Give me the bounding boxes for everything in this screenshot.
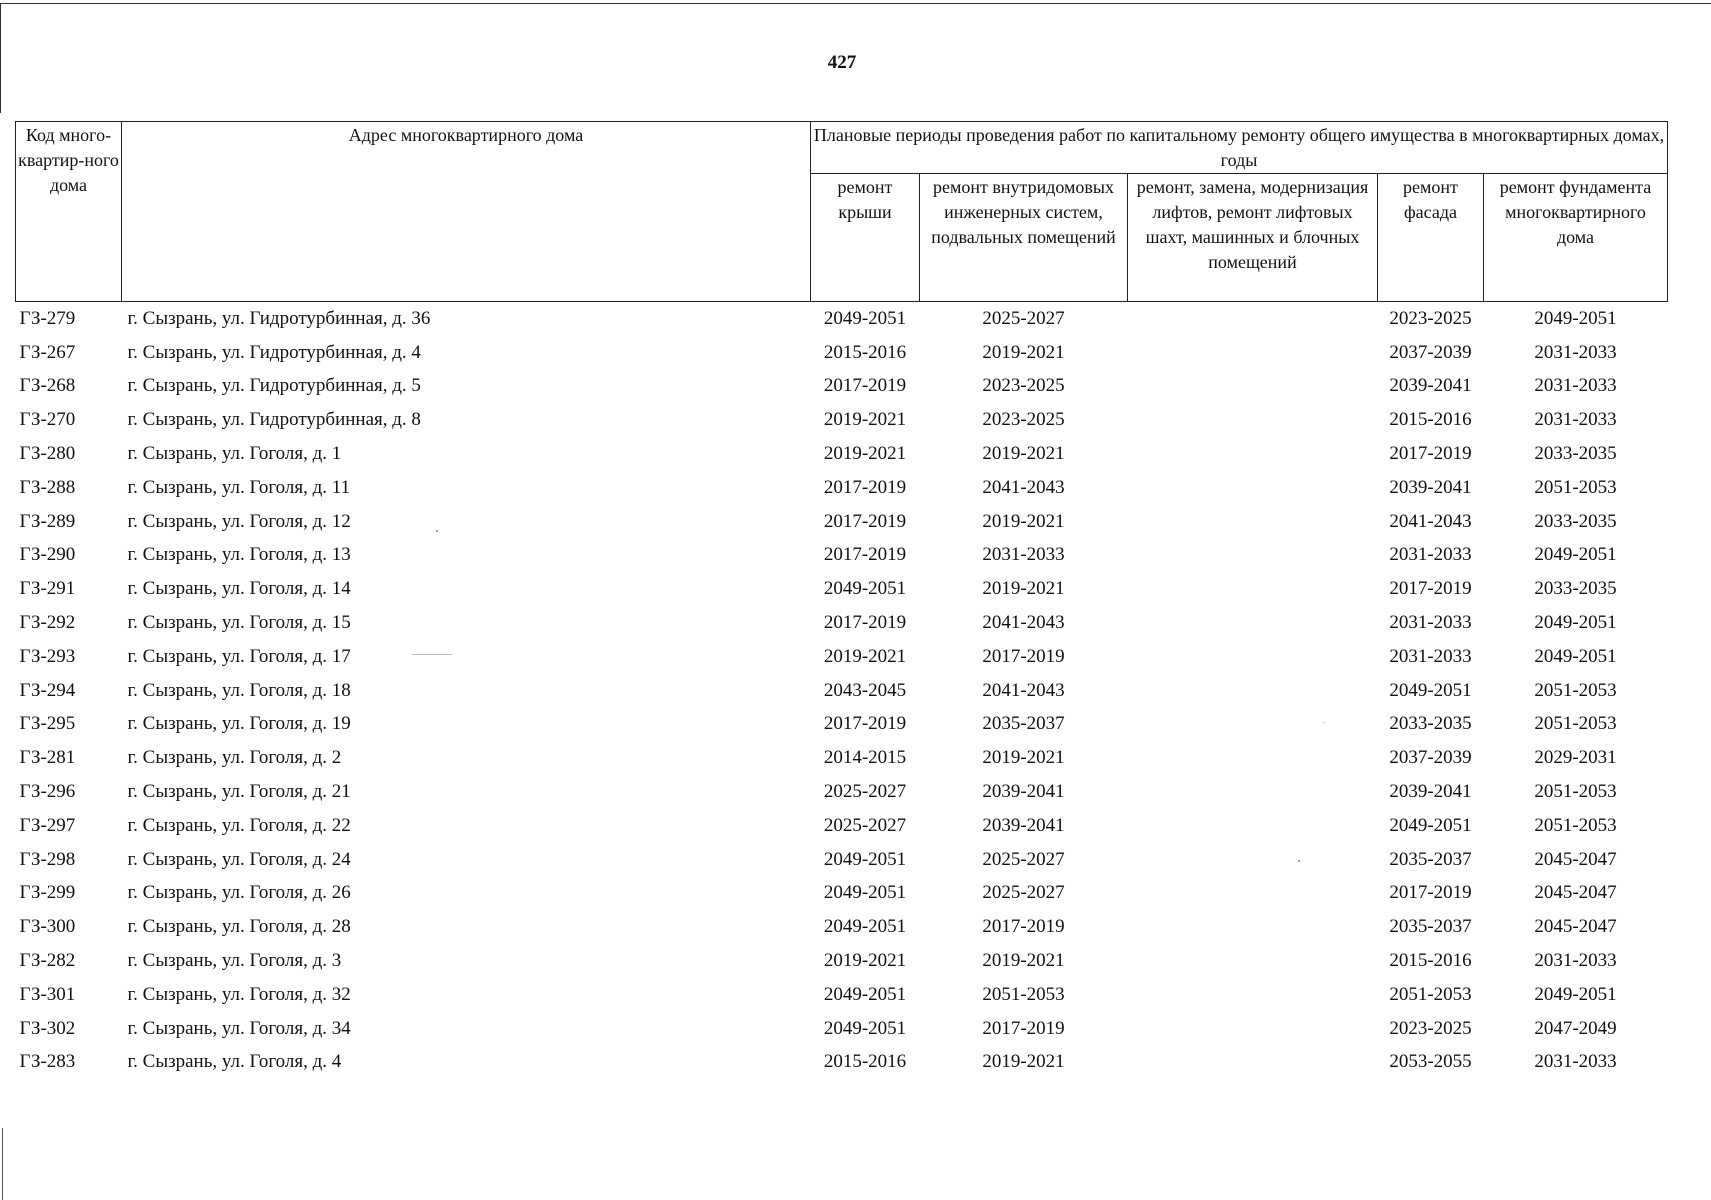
cell-address: г. Сызрань, ул. Гоголя, д. 3 <box>127 950 342 972</box>
cell-facade: 2051-2053 <box>1389 983 1472 1005</box>
cell-engineering: 2041-2043 <box>982 679 1065 701</box>
cell-facade: 2039-2041 <box>1389 781 1472 803</box>
cell-facade: 2031-2033 <box>1389 544 1472 566</box>
cell-code: ГЗ-301 <box>19 983 76 1005</box>
table-row <box>16 471 1668 505</box>
cell-foundation: 2049-2051 <box>1534 983 1617 1005</box>
cell-foundation: 2033-2035 <box>1534 443 1617 465</box>
cell-engineering: 2025-2027 <box>982 307 1065 329</box>
cell-lifts <box>1128 1012 1378 1046</box>
cell-address: г. Сызрань, ул. Гоголя, д. 32 <box>127 983 351 1005</box>
cell-code: ГЗ-281 <box>19 747 76 769</box>
cell-engineering: 2019-2021 <box>982 510 1065 532</box>
cell-lifts <box>1128 708 1378 742</box>
header-periods-group: Плановые периоды проведения работ по капитальному ремонту общего имущества в многоквартирных домах, годы <box>811 122 1668 174</box>
cell-address: г. Сызрань, ул. Гоголя, д. 21 <box>127 781 351 803</box>
cell-roof: 2019-2021 <box>823 645 907 667</box>
cell-lifts <box>1128 877 1378 911</box>
cell-foundation: 2033-2035 <box>1534 510 1617 532</box>
cell-engineering: 2019-2021 <box>982 341 1065 363</box>
cell-roof: 2049-2051 <box>823 1017 907 1039</box>
table-row <box>16 809 1668 843</box>
header-address: Адрес многоквартирного дома <box>122 122 811 302</box>
table-row <box>16 741 1668 775</box>
cell-code: ГЗ-270 <box>19 409 76 431</box>
cell-code: ГЗ-299 <box>19 882 76 904</box>
cell-roof: 2017-2019 <box>823 375 907 397</box>
table-row <box>16 437 1668 471</box>
cell-code: ГЗ-294 <box>19 679 76 701</box>
table-row <box>16 539 1668 573</box>
table-row <box>16 877 1668 911</box>
cell-facade: 2033-2035 <box>1389 713 1472 735</box>
cell-roof: 2049-2051 <box>823 983 907 1005</box>
table-row <box>16 978 1668 1012</box>
table-row <box>16 944 1668 978</box>
cell-address: г. Сызрань, ул. Гоголя, д. 22 <box>127 814 351 836</box>
header-engineering: ремонт внутридомовых инженерных систем, подвальных помещений <box>920 174 1128 302</box>
table-header <box>16 122 1668 302</box>
cell-code: ГЗ-289 <box>19 510 76 532</box>
cell-lifts <box>1128 403 1378 437</box>
cell-foundation: 2029-2031 <box>1534 747 1617 769</box>
table-row <box>16 336 1668 370</box>
cell-engineering: 2031-2033 <box>982 544 1065 566</box>
cell-address: г. Сызрань, ул. Гоголя, д. 24 <box>127 848 351 870</box>
cell-code: ГЗ-267 <box>19 341 76 363</box>
cell-facade: 2039-2041 <box>1389 375 1472 397</box>
cell-code: ГЗ-297 <box>19 814 76 836</box>
header-code: Код много-квартир-ного дома <box>16 122 122 302</box>
cell-facade: 2017-2019 <box>1389 882 1472 904</box>
table-row <box>16 843 1668 877</box>
cell-foundation: 2049-2051 <box>1534 307 1617 329</box>
cell-facade: 2037-2039 <box>1389 341 1472 363</box>
cell-facade: 2049-2051 <box>1389 679 1472 701</box>
cell-lifts <box>1128 471 1378 505</box>
table-row <box>16 640 1668 674</box>
cell-roof: 2017-2019 <box>823 612 907 634</box>
table-row <box>16 708 1668 742</box>
cell-foundation: 2031-2033 <box>1534 950 1617 972</box>
cell-facade: 2035-2037 <box>1389 916 1472 938</box>
cell-address: г. Сызрань, ул. Гоголя, д. 15 <box>127 612 351 634</box>
cell-roof: 2019-2021 <box>823 409 907 431</box>
cell-engineering: 2017-2019 <box>982 1017 1065 1039</box>
cell-roof: 2017-2019 <box>823 544 907 566</box>
cell-roof: 2049-2051 <box>823 916 907 938</box>
cell-facade: 2015-2016 <box>1389 409 1472 431</box>
cell-code: ГЗ-290 <box>19 544 76 566</box>
table-row <box>16 1012 1668 1046</box>
cell-foundation: 2031-2033 <box>1534 375 1617 397</box>
cell-code: ГЗ-282 <box>19 950 76 972</box>
cell-facade: 2017-2019 <box>1389 443 1472 465</box>
cell-roof: 2049-2051 <box>823 307 907 329</box>
cell-engineering: 2019-2021 <box>982 747 1065 769</box>
cell-lifts <box>1128 370 1378 404</box>
cell-address: г. Сызрань, ул. Гидротурбинная, д. 4 <box>127 341 421 363</box>
cell-roof: 2019-2021 <box>823 950 907 972</box>
cell-engineering: 2017-2019 <box>982 645 1065 667</box>
cell-code: ГЗ-302 <box>19 1017 76 1039</box>
cell-code: ГЗ-279 <box>19 307 76 329</box>
header-facade: ремонт фасада <box>1378 174 1484 302</box>
cell-lifts <box>1128 539 1378 573</box>
header-foundation: ремонт фундамента многоквартирного дома <box>1484 174 1668 302</box>
cell-lifts <box>1128 741 1378 775</box>
cell-address: г. Сызрань, ул. Гидротурбинная, д. 5 <box>127 375 421 397</box>
scan-frame-top <box>0 3 1711 4</box>
cell-facade: 2035-2037 <box>1389 848 1472 870</box>
scan-speck <box>1324 722 1325 723</box>
cell-address: г. Сызрань, ул. Гоголя, д. 11 <box>127 476 351 498</box>
cell-roof: 2049-2051 <box>823 882 907 904</box>
cell-address: г. Сызрань, ул. Гоголя, д. 2 <box>127 747 342 769</box>
table-row <box>16 302 1668 336</box>
cell-facade: 2015-2016 <box>1389 950 1472 972</box>
cell-engineering: 2051-2053 <box>982 983 1065 1005</box>
table-body <box>16 302 1668 1080</box>
cell-facade: 2031-2033 <box>1389 645 1472 667</box>
cell-lifts <box>1128 775 1378 809</box>
scan-speck <box>1298 860 1300 862</box>
cell-lifts <box>1128 640 1378 674</box>
cell-foundation: 2051-2053 <box>1534 781 1617 803</box>
cell-code: ГЗ-298 <box>19 848 76 870</box>
cell-address: г. Сызрань, ул. Гоголя, д. 18 <box>127 679 351 701</box>
cell-code: ГЗ-292 <box>19 612 76 634</box>
cell-engineering: 2025-2027 <box>982 848 1065 870</box>
cell-code: ГЗ-268 <box>19 375 76 397</box>
cell-roof: 2049-2051 <box>823 848 907 870</box>
table-row <box>16 505 1668 539</box>
cell-engineering: 2025-2027 <box>982 882 1065 904</box>
cell-code: ГЗ-293 <box>19 645 76 667</box>
cell-address: г. Сызрань, ул. Гоголя, д. 13 <box>127 544 351 566</box>
cell-lifts <box>1128 336 1378 370</box>
cell-foundation: 2031-2033 <box>1534 341 1617 363</box>
cell-lifts <box>1128 437 1378 471</box>
cell-lifts <box>1128 809 1378 843</box>
cell-code: ГЗ-295 <box>19 713 76 735</box>
cell-roof: 2019-2021 <box>823 443 907 465</box>
cell-foundation: 2051-2053 <box>1534 713 1617 735</box>
header-roof: ремонт крыши <box>811 174 920 302</box>
cell-facade: 2037-2039 <box>1389 747 1472 769</box>
cell-roof: 2014-2015 <box>823 747 907 769</box>
cell-facade: 2023-2025 <box>1389 307 1472 329</box>
cell-facade: 2049-2051 <box>1389 814 1472 836</box>
cell-facade: 2023-2025 <box>1389 1017 1472 1039</box>
table-row <box>16 370 1668 404</box>
cell-address: г. Сызрань, ул. Гоголя, д. 12 <box>127 510 351 532</box>
cell-facade: 2041-2043 <box>1389 510 1472 532</box>
cell-foundation: 2031-2033 <box>1534 1051 1617 1073</box>
header-lifts: ремонт, замена, модернизация лифтов, ремонт лифтовых шахт, машинных и блочных помещений <box>1128 174 1378 302</box>
cell-address: г. Сызрань, ул. Гоголя, д. 26 <box>127 882 351 904</box>
cell-foundation: 2049-2051 <box>1534 612 1617 634</box>
table-row <box>16 606 1668 640</box>
cell-address: г. Сызрань, ул. Гидротурбинная, д. 36 <box>127 307 431 329</box>
cell-engineering: 2019-2021 <box>982 578 1065 600</box>
cell-lifts <box>1128 674 1378 708</box>
cell-roof: 2043-2045 <box>823 679 907 701</box>
scan-speck <box>436 530 438 532</box>
cell-foundation: 2045-2047 <box>1534 848 1617 870</box>
cell-address: г. Сызрань, ул. Гоголя, д. 17 <box>127 645 351 667</box>
cell-engineering: 2017-2019 <box>982 916 1065 938</box>
cell-address: г. Сызрань, ул. Гоголя, д. 14 <box>127 578 351 600</box>
cell-facade: 2017-2019 <box>1389 578 1472 600</box>
cell-lifts <box>1128 944 1378 978</box>
cell-engineering: 2039-2041 <box>982 814 1065 836</box>
cell-engineering: 2019-2021 <box>982 443 1065 465</box>
table-row <box>16 572 1668 606</box>
capital-repair-plan-table <box>15 121 1668 1079</box>
cell-code: ГЗ-291 <box>19 578 76 600</box>
header-row-1 <box>16 122 1668 174</box>
cell-foundation: 2049-2051 <box>1534 544 1617 566</box>
cell-roof: 2049-2051 <box>823 578 907 600</box>
cell-address: г. Сызрань, ул. Гоголя, д. 19 <box>127 713 351 735</box>
cell-foundation: 2033-2035 <box>1534 578 1617 600</box>
page-number: 427 <box>827 52 857 73</box>
cell-roof: 2015-2016 <box>823 341 907 363</box>
cell-foundation: 2051-2053 <box>1534 679 1617 701</box>
cell-address: г. Сызрань, ул. Гоголя, д. 1 <box>127 443 342 465</box>
table-row <box>16 674 1668 708</box>
cell-roof: 2015-2016 <box>823 1051 907 1073</box>
cell-lifts <box>1128 1046 1378 1080</box>
cell-foundation: 2045-2047 <box>1534 916 1617 938</box>
cell-engineering: 2023-2025 <box>982 409 1065 431</box>
cell-engineering: 2041-2043 <box>982 476 1065 498</box>
cell-code: ГЗ-283 <box>19 1051 76 1073</box>
cell-facade: 2053-2055 <box>1389 1051 1472 1073</box>
cell-facade: 2039-2041 <box>1389 476 1472 498</box>
cell-engineering: 2019-2021 <box>982 950 1065 972</box>
cell-address: г. Сызрань, ул. Гоголя, д. 34 <box>127 1017 351 1039</box>
cell-foundation: 2051-2053 <box>1534 814 1617 836</box>
cell-engineering: 2019-2021 <box>982 1051 1065 1073</box>
cell-foundation: 2051-2053 <box>1534 476 1617 498</box>
cell-code: ГЗ-300 <box>19 916 76 938</box>
cell-foundation: 2047-2049 <box>1534 1017 1617 1039</box>
cell-address: г. Сызрань, ул. Гоголя, д. 4 <box>127 1051 342 1073</box>
table-row <box>16 775 1668 809</box>
cell-lifts <box>1128 843 1378 877</box>
cell-engineering: 2041-2043 <box>982 612 1065 634</box>
cell-lifts <box>1128 302 1378 336</box>
cell-roof: 2017-2019 <box>823 510 907 532</box>
cell-engineering: 2039-2041 <box>982 781 1065 803</box>
cell-roof: 2025-2027 <box>823 781 907 803</box>
cell-engineering: 2023-2025 <box>982 375 1065 397</box>
scan-speck <box>412 654 452 655</box>
cell-foundation: 2045-2047 <box>1534 882 1617 904</box>
cell-lifts <box>1128 606 1378 640</box>
cell-lifts <box>1128 910 1378 944</box>
table-row <box>16 910 1668 944</box>
cell-address: г. Сызрань, ул. Гоголя, д. 28 <box>127 916 351 938</box>
cell-lifts <box>1128 978 1378 1012</box>
cell-address: г. Сызрань, ул. Гидротурбинная, д. 8 <box>127 409 421 431</box>
cell-foundation: 2049-2051 <box>1534 645 1617 667</box>
cell-roof: 2017-2019 <box>823 476 907 498</box>
cell-lifts <box>1128 572 1378 606</box>
cell-code: ГЗ-280 <box>19 443 76 465</box>
cell-code: ГЗ-288 <box>19 476 76 498</box>
cell-code: ГЗ-296 <box>19 781 76 803</box>
table-row <box>16 403 1668 437</box>
cell-roof: 2017-2019 <box>823 713 907 735</box>
cell-foundation: 2031-2033 <box>1534 409 1617 431</box>
cell-lifts <box>1128 505 1378 539</box>
table-row <box>16 1046 1668 1080</box>
scan-frame-left-lower <box>2 1128 3 1200</box>
cell-engineering: 2035-2037 <box>982 713 1065 735</box>
cell-roof: 2025-2027 <box>823 814 907 836</box>
cell-facade: 2031-2033 <box>1389 612 1472 634</box>
